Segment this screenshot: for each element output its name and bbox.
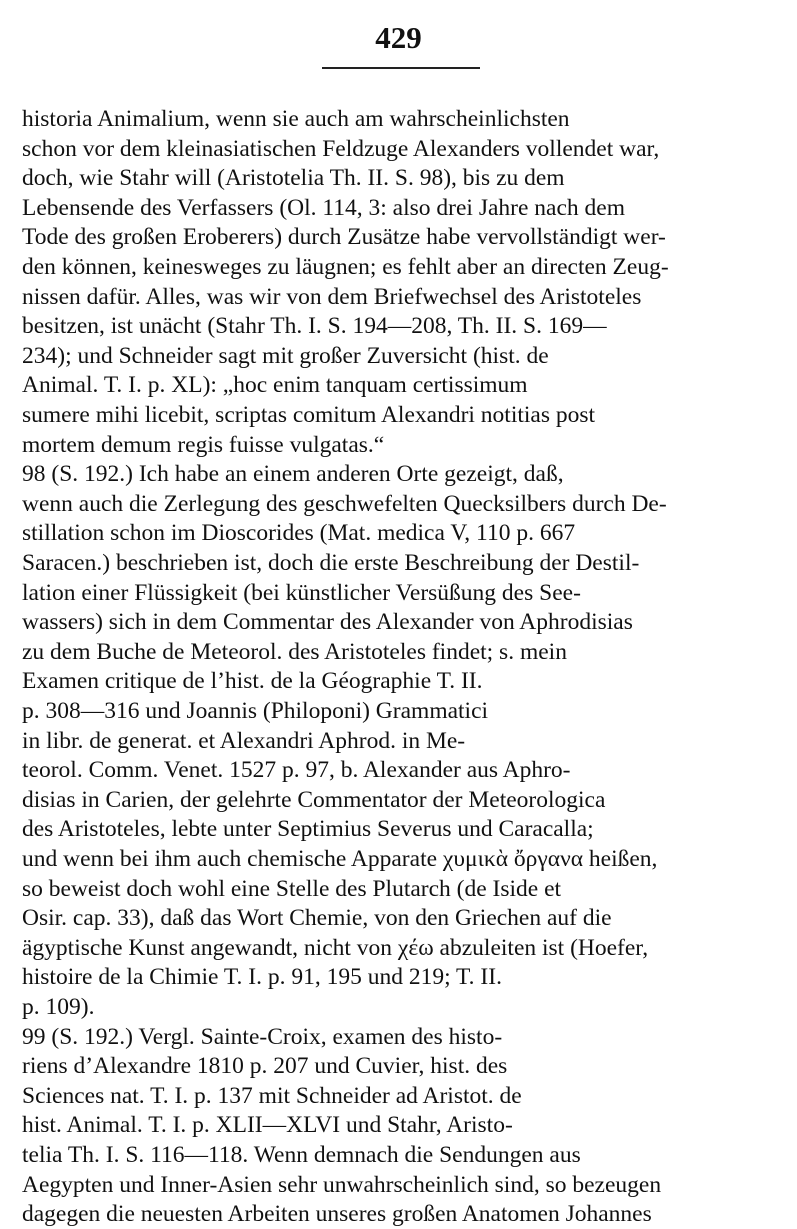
text-line: disias in Carien, der gelehrte Commentator der Meteorologica: [22, 786, 606, 813]
text-line: Tode des großen Eroberers) durch Zusätze habe vervollständigt wer-: [22, 224, 666, 251]
text-line: historia Animalium, wenn sie auch am wahrscheinlichsten: [22, 106, 570, 132]
text-line: Sciences nat. T. I. p. 137 mit Schneider ad Aristot. de: [22, 1082, 522, 1109]
text-line: wenn auch die Zerlegung des geschwefelten Quecksilbers durch De-: [22, 490, 667, 517]
text-line: Examen critique de l’hist. de la Géographie T. II.: [22, 668, 483, 695]
text-line: des Aristoteles, lebte unter Septimius Severus und Caracalla;: [22, 816, 594, 843]
text-line: telia Th. I. S. 116—118. Wenn demnach die Sendungen aus: [22, 1142, 581, 1168]
text-line: histoire de la Chimie T. I. p. 91, 195 und 219; T. II.: [22, 964, 502, 991]
text-line: zu dem Buche de Meteorol. des Aristoteles findet; s. mein: [22, 638, 567, 665]
text-line: ägyptische Kunst angewandt, nicht von χέω abzuleiten ist (Hoefer,: [22, 934, 649, 961]
text-line: stillation schon im Dioscorides (Mat. medica V, 110 p. 667: [22, 520, 576, 547]
text-line: 234); und Schneider sagt mit großer Zuversicht (hist. de: [22, 342, 549, 369]
text-line: dagegen die neuesten Arbeiten unseres großen Anatomen Johannes: [22, 1201, 652, 1228]
text-line: Lebensende des Verfassers (Ol. 114, 3: also drei Jahre nach dem: [22, 194, 625, 221]
text-line: Saracen.) beschrieben ist, doch die erste Beschreibung der Destil-: [22, 550, 640, 576]
text-line: p. 308—316 und Joannis (Philoponi) Grammatici: [22, 698, 489, 724]
text-line: Osir. cap. 33), daß das Wort Chemie, von den Griechen auf die: [22, 905, 612, 932]
text-line: und wenn bei ihm auch chemische Apparate χυμικὰ ὄργανα heißen,: [22, 846, 658, 872]
text-line: 99 (S. 192.) Vergl. Sainte-Croix, examen des histo-: [22, 1023, 503, 1050]
text-line: lation einer Flüssigkeit (bei künstlicher Versüßung des See-: [22, 579, 581, 606]
text-line: wassers) sich in dem Commentar des Alexander von Aphrodisias: [22, 609, 633, 636]
text-line: den können, keinesweges zu läugnen; es fehlt aber an directen Zeug-: [22, 254, 669, 280]
text-line: hist. Animal. T. I. p. XLII—XLVI und Stahr, Aristo-: [22, 1112, 513, 1139]
text-line: so beweist doch wohl eine Stelle des Plutarch (de Iside et: [22, 875, 562, 902]
text-line: Aegypten und Inner-Asien sehr unwahrscheinlich sind, so bezeugen: [22, 1171, 662, 1198]
text-line: besitzen, ist unächt (Stahr Th. I. S. 194—208, Th. II. S. 169—: [22, 313, 607, 340]
text-line: p. 109).: [22, 994, 95, 1020]
text-line: in libr. de generat. et Alexandri Aphrod. in Me-: [22, 727, 466, 754]
text-line: 98 (S. 192.) Ich habe an einem anderen Orte gezeigt, daß,: [22, 461, 564, 488]
text-line: sumere mihi licebit, scriptas comitum Alexandri notitias post: [22, 402, 596, 428]
text-line: schon vor dem kleinasiatischen Feldzuge Alexanders vollendet war,: [22, 135, 660, 162]
header-rule: [322, 67, 480, 69]
page-number: 429: [375, 20, 422, 55]
text-line: doch, wie Stahr will (Aristotelia Th. II. S. 98), bis zu dem: [22, 165, 565, 192]
text-line: riens d’Alexandre 1810 p. 207 und Cuvier, hist. des: [22, 1053, 508, 1080]
text-line: teorol. Comm. Venet. 1527 p. 97, b. Alexander aus Aphro-: [22, 757, 571, 784]
text-line: nissen dafür. Alles, was wir von dem Briefwechsel des Aristoteles: [22, 283, 642, 310]
text-line: Animal. T. I. p. XL): „hoc enim tanquam certissimum: [22, 372, 528, 399]
text-line: mortem demum regis fuisse vulgatas.“: [22, 431, 385, 458]
